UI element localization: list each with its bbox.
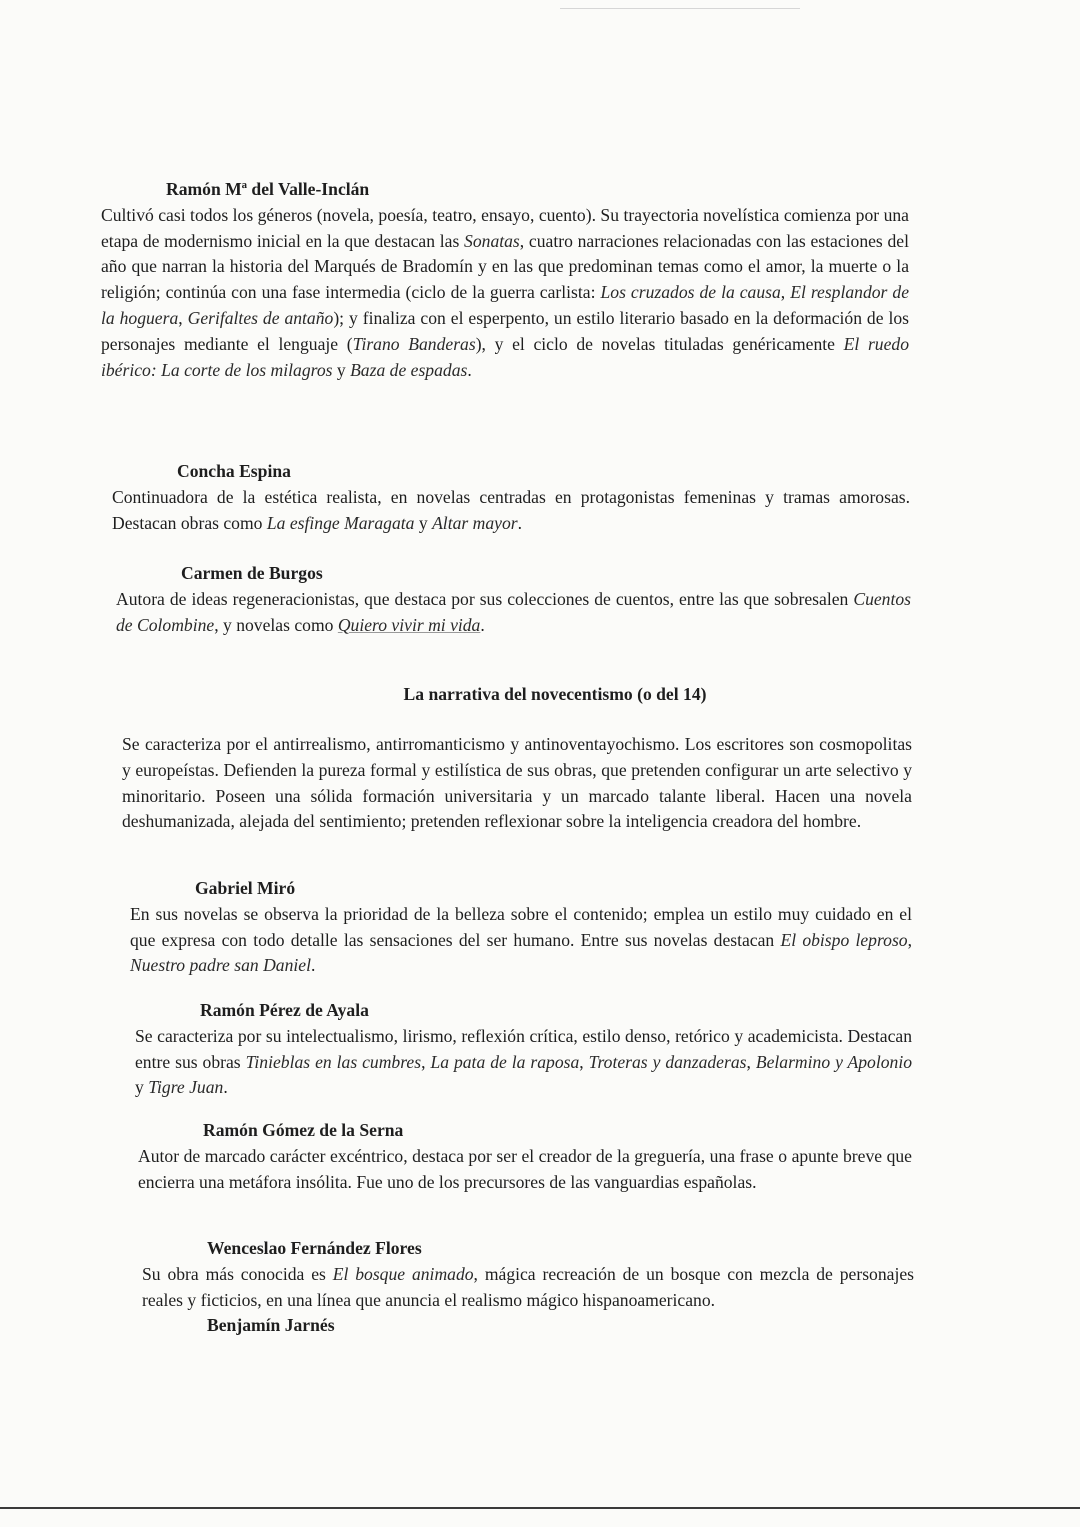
text-run: .: [467, 359, 472, 380]
heading-valle-inclan: Ramón Mª del Valle-Inclán: [166, 179, 370, 199]
text-run: .: [517, 512, 522, 533]
top-scan-line: [560, 8, 800, 9]
heading-perez-de-ayala: Ramón Pérez de Ayala: [200, 1000, 369, 1020]
text-run: , y novelas como: [214, 614, 338, 635]
section-novecentismo: [122, 732, 912, 835]
text-run: ,: [907, 929, 912, 950]
text-run: ), y el ciclo de novelas tituladas genéricamente: [475, 333, 844, 354]
work-title: Tirano Banderas: [352, 333, 476, 354]
text-run: .: [310, 955, 316, 976]
paragraph-gabriel-miro: [130, 902, 912, 979]
bottom-scan-edge: [0, 1507, 1080, 1509]
text-run: Autora de ideas regeneracionistas, que destaca por sus colecciones de cuentos, entre las que sobresalen: [116, 588, 854, 609]
section-fernandez-flores: [142, 1236, 914, 1339]
text-run: Se caracteriza por su intelectualismo, lirismo, reflexión crítica, estilo denso, retórico y academicista. Destacan entre sus obras: [135, 1025, 912, 1072]
section-carmen-de-burgos: [116, 561, 911, 638]
work-title: Cuentos de Colombine: [116, 588, 911, 635]
work-title: La esfinge Maragata: [266, 512, 415, 533]
text-run: y: [414, 512, 433, 533]
section-gabriel-miro: [130, 876, 912, 979]
section-valle-inclan: [101, 177, 909, 383]
section-gomez-de-la-serna: [138, 1118, 912, 1195]
work-title: Nuestro padre san Daniel: [130, 955, 311, 976]
paragraph-gomez-de-la-serna: Autor de marcado carácter excéntrico, destaca por ser el creador de la greguería, una frase o apunte breve que encierra una metáfora insólita. Fue uno de los precursores de las vanguardias españolas.: [138, 1145, 912, 1192]
work-title: Tigre Juan: [148, 1077, 224, 1098]
heading-gabriel-miro: Gabriel Miró: [195, 878, 296, 898]
paragraph-valle-inclan: [101, 203, 909, 384]
work-title: El bosque animado: [332, 1263, 474, 1284]
text-run: En sus novelas se observa la prioridad de la belleza sobre el contenido; emplea un estilo muy cuidado en el que expresa con todo detalle las sensaciones del ser humano. Entre sus novelas destacan: [130, 903, 912, 950]
text-run: .: [480, 614, 485, 635]
paragraph-fernandez-flores: [142, 1262, 914, 1314]
text-run: ,: [746, 1051, 756, 1072]
work-title: Altar mayor: [432, 512, 518, 533]
work-title: El obispo leproso: [780, 929, 908, 950]
work-title: Troteras y danzaderas: [588, 1051, 747, 1072]
text-run: , mágica recreación de un bosque con mezcla de personajes reales y ficticios, en una línea que anuncia el realismo mágico hispanoamericano.: [142, 1263, 914, 1310]
work-title: Sonatas: [464, 230, 520, 251]
paragraph-perez-de-ayala: [135, 1024, 912, 1101]
work-title: Gerifaltes de antaño: [187, 307, 334, 328]
work-title: La pata de la raposa: [430, 1051, 580, 1072]
section-title-novecentismo: La narrativa del novecentismo (o del 14): [403, 684, 707, 704]
text-run: , cuatro narraciones relacionadas con las estaciones del año que narran la historia del Marqués de Bradomín y en las que predominan temas como el amor, la muerte o la religión; continúa con una fase intermedia (ciclo de la guerra carlista:: [101, 230, 909, 303]
paragraph-concha-espina: [112, 485, 910, 537]
text-run: ,: [579, 1051, 589, 1072]
heading-gomez-de-la-serna: Ramón Gómez de la Serna: [203, 1120, 404, 1140]
work-title: Los cruzados de la causa: [600, 282, 781, 303]
section-concha-espina: [112, 459, 910, 536]
text-run: ,: [780, 282, 791, 303]
work-title: Quiero vivir mi vida: [337, 614, 481, 635]
heading-benjamin-jarnes: Benjamín Jarnés: [207, 1315, 335, 1336]
heading-carmen-de-burgos: Carmen de Burgos: [181, 563, 323, 583]
text-run: Su obra más conocida es: [142, 1263, 333, 1284]
paragraph-novecentismo: Se caracteriza por el antirrealismo, antirromanticismo y antinoventayochismo. Los escritores son cosmopolitas y europeístas. Defienden la pureza formal y estilística de sus obras, que pretenden configurar un arte selectivo y minoritario. Poseen una sólida formación universitaria y un marcado talante liberal. Hacen una novela deshumanizada, alejada del sentimiento; pretenden reflexionar sobre la inteligencia creadora del hombre.: [122, 734, 912, 832]
work-title: Baza de espadas: [350, 359, 468, 380]
text-run: ,: [178, 307, 188, 328]
text-run: ,: [421, 1051, 431, 1072]
text-run: y: [135, 1077, 149, 1098]
text-run: Cultivó casi todos los géneros (novela, poesía, teatro, ensayo, cuento). Su trayectoria novelística comienza por una etapa de modernismo inicial en la que destacan las: [101, 204, 909, 251]
heading-fernandez-flores: Wenceslao Fernández Flores: [207, 1238, 422, 1258]
text-run: y: [332, 359, 351, 380]
text-run: .: [223, 1077, 228, 1098]
heading-concha-espina: Concha Espina: [177, 461, 291, 481]
work-title: Belarmino y Apolonio: [755, 1051, 913, 1072]
paragraph-carmen-de-burgos: [116, 587, 911, 639]
work-title: Tinieblas en las cumbres: [245, 1051, 422, 1072]
section-perez-de-ayala: [135, 998, 912, 1101]
text-run: ); y finaliza con el esperpento, un estilo literario basado en la deformación de los personajes mediante el lenguaje (: [101, 307, 909, 354]
work-title: El ruedo ibérico: La corte de los milagros: [101, 333, 909, 380]
text-run: Continuadora de la estética realista, en novelas centradas en protagonistas femeninas y tramas amorosas. Destacan obras como: [112, 486, 910, 533]
work-title: El resplandor de la hoguera: [101, 282, 910, 328]
